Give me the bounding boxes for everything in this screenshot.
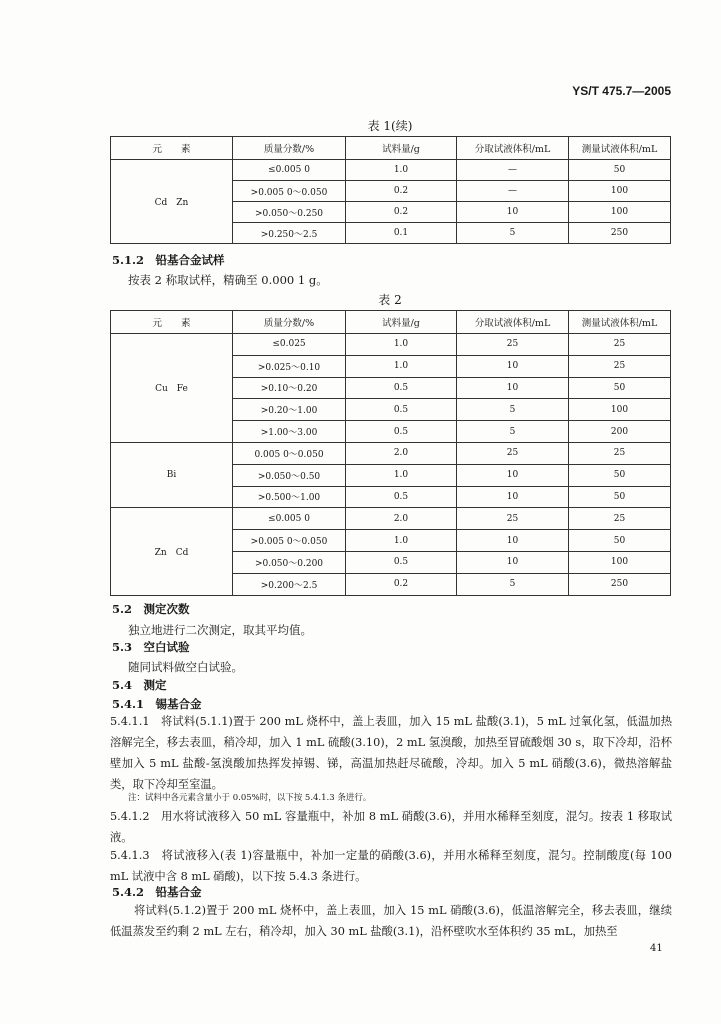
table2 [110, 310, 671, 596]
section-512-heading: 5.1.2 铅基合金试样 [112, 253, 225, 267]
mass-fraction-cell: >0.005 0～0.050 [233, 530, 346, 552]
mass-fraction-cell: >0.10～0.20 [233, 377, 346, 399]
mass-fraction-cell: >0.250～2.5 [233, 223, 346, 244]
header-element: 元 素 [111, 311, 233, 334]
header-aliquot-volume: 分取试液体积/mL [457, 137, 569, 160]
mass-fraction-cell: >0.20～1.00 [233, 399, 346, 421]
aliquot-volume-cell: 5 [457, 223, 569, 244]
measure-volume-cell: 25 [569, 442, 671, 464]
section-542-heading: 5.4.2 铅基合金 [112, 885, 202, 899]
mass-fraction-cell: >0.500～1.00 [233, 486, 346, 508]
sample-mass-cell: 0.5 [346, 399, 457, 421]
element-cell: Cu Fe [111, 334, 233, 443]
paragraph-5411: 5.4.1.1 将试料(5.1.1)置于 200 mL 烧杯中，盖上表皿，加入 15 mL 盐酸(3.1)，5 mL 过氧化氢，低温加热溶解完全，移去表皿，稍冷却，加入 1 mL 硫酸(3.10)，2 mL 氢溴酸，加热至冒硫酸烟 30 s，取下冷却，沿杯壁加入 5 mL 盐酸-氢溴酸加热挥发掉锡、锑，高温加热赶尽硫酸，冷却。加入 5 mL 硝酸(3.6)，微热溶解盐类，取下冷却至室温。 [110, 715, 672, 791]
mass-fraction-cell: ≤0.005 0 [233, 508, 346, 530]
header-sample-mass: 试料量/g [346, 311, 457, 334]
aliquot-volume-cell: 10 [457, 530, 569, 552]
paragraph-5413: 5.4.1.3 将试液移入(表 1)容量瓶中，补加一定量的硝酸(3.6)，并用水稀释至刻度，混匀。控制酸度(每 100 mL 试液中含 8 mL 硝酸)，以下按 5.4.3 条进行。 [110, 849, 672, 883]
header-mass-fraction: 质量分数/% [233, 137, 346, 160]
note: 注：试料中各元素含量小于 0.05%时，以下按 5.4.1.3 条进行。 [128, 793, 372, 803]
table-row [111, 160, 671, 181]
mass-fraction-cell: ≤0.005 0 [233, 160, 346, 181]
header-aliquot-volume: 分取试液体积/mL [457, 311, 569, 334]
aliquot-volume-cell: 5 [457, 399, 569, 421]
measure-volume-cell: 25 [569, 355, 671, 377]
mass-fraction-cell: >0.005 0～0.050 [233, 181, 346, 202]
sample-mass-cell: 0.2 [346, 181, 457, 202]
sample-mass-cell: 0.5 [346, 377, 457, 399]
element-cell: Cd Zn [111, 160, 233, 244]
sample-mass-cell: 2.0 [346, 442, 457, 464]
section-512-text: 按表 2 称取试样，精确至 0.000 1 g。 [128, 273, 328, 287]
section-54-heading: 5.4 测定 [112, 678, 167, 692]
table1-caption: 表 1(续) [367, 119, 413, 133]
sample-mass-cell: 0.2 [346, 573, 457, 595]
aliquot-volume-cell: 10 [457, 355, 569, 377]
table2-caption: 表 2 [378, 293, 402, 307]
aliquot-volume-cell: 10 [457, 464, 569, 486]
mass-fraction-cell: >0.050～0.200 [233, 551, 346, 573]
measure-volume-cell: 50 [569, 530, 671, 552]
measure-volume-cell: 50 [569, 486, 671, 508]
sample-mass-cell: 1.0 [346, 355, 457, 377]
aliquot-volume-cell: 25 [457, 508, 569, 530]
measure-volume-cell: 25 [569, 508, 671, 530]
mass-fraction-cell: >0.050～0.50 [233, 464, 346, 486]
sample-mass-cell: 0.1 [346, 223, 457, 244]
aliquot-volume-cell: 5 [457, 573, 569, 595]
header-element: 元 素 [111, 137, 233, 160]
mass-fraction-cell: >0.050～0.250 [233, 202, 346, 223]
sample-mass-cell: 1.0 [346, 334, 457, 356]
sample-mass-cell: 0.5 [346, 486, 457, 508]
header-measure-volume: 测量试液体积/mL [569, 311, 671, 334]
header-sample-mass: 试料量/g [346, 137, 457, 160]
sample-mass-cell: 2.0 [346, 508, 457, 530]
aliquot-volume-cell: — [457, 160, 569, 181]
measure-volume-cell: 100 [569, 399, 671, 421]
measure-volume-cell: 200 [569, 421, 671, 443]
page-number: 41 [650, 943, 663, 954]
measure-volume-cell: 100 [569, 202, 671, 223]
mass-fraction-cell: 0.005 0～0.050 [233, 442, 346, 464]
aliquot-volume-cell: 10 [457, 202, 569, 223]
section-53-heading: 5.3 空白试验 [112, 640, 190, 654]
measure-volume-cell: 50 [569, 160, 671, 181]
section-53-text: 随同试料做空白试验。 [128, 660, 243, 674]
sample-mass-cell: 0.2 [346, 202, 457, 223]
header-measure-volume: 测量试液体积/mL [569, 137, 671, 160]
aliquot-volume-cell: 5 [457, 421, 569, 443]
sample-mass-cell: 1.0 [346, 160, 457, 181]
aliquot-volume-cell: 10 [457, 377, 569, 399]
paragraph-542: 将试料(5.1.2)置于 200 mL 烧杯中，盖上表皿，加入 15 mL 硝酸(3.6)，低温溶解完全，移去表皿，继续低温蒸发至约剩 2 mL 左右，稍冷却，加入 30 mL 盐酸(3.1)，沿杯壁吹水至体积约 35 mL，加热至 [110, 904, 672, 938]
sample-mass-cell: 1.0 [346, 464, 457, 486]
mass-fraction-cell: >0.200～2.5 [233, 573, 346, 595]
aliquot-volume-cell: 25 [457, 442, 569, 464]
section-541-heading: 5.4.1 锡基合金 [112, 697, 202, 711]
table-row [111, 334, 671, 356]
sample-mass-cell: 1.0 [346, 530, 457, 552]
aliquot-volume-cell: 25 [457, 334, 569, 356]
mass-fraction-cell: >0.025～0.10 [233, 355, 346, 377]
measure-volume-cell: 100 [569, 551, 671, 573]
measure-volume-cell: 250 [569, 573, 671, 595]
table-row [111, 508, 671, 530]
aliquot-volume-cell: — [457, 181, 569, 202]
element-cell: Bi [111, 442, 233, 507]
measure-volume-cell: 50 [569, 464, 671, 486]
measure-volume-cell: 250 [569, 223, 671, 244]
aliquot-volume-cell: 10 [457, 551, 569, 573]
table-row [111, 442, 671, 464]
measure-volume-cell: 50 [569, 377, 671, 399]
table1 [110, 136, 671, 244]
mass-fraction-cell: >1.00～3.00 [233, 421, 346, 443]
section-52-text: 独立地进行二次测定，取其平均值。 [128, 623, 312, 637]
aliquot-volume-cell: 10 [457, 486, 569, 508]
document-code: YS/T 475.7—2005 [572, 84, 671, 98]
mass-fraction-cell: ≤0.025 [233, 334, 346, 356]
measure-volume-cell: 100 [569, 181, 671, 202]
paragraph-5412: 5.4.1.2 用水将试液移入 50 mL 容量瓶中，补加 8 mL 硝酸(3.6)，并用水稀释至刻度，混匀。按表 1 移取试液。 [110, 810, 672, 844]
sample-mass-cell: 0.5 [346, 551, 457, 573]
measure-volume-cell: 25 [569, 334, 671, 356]
element-cell: Zn Cd [111, 508, 233, 595]
sample-mass-cell: 0.5 [346, 421, 457, 443]
section-52-heading: 5.2 测定次数 [112, 602, 190, 616]
header-mass-fraction: 质量分数/% [233, 311, 346, 334]
